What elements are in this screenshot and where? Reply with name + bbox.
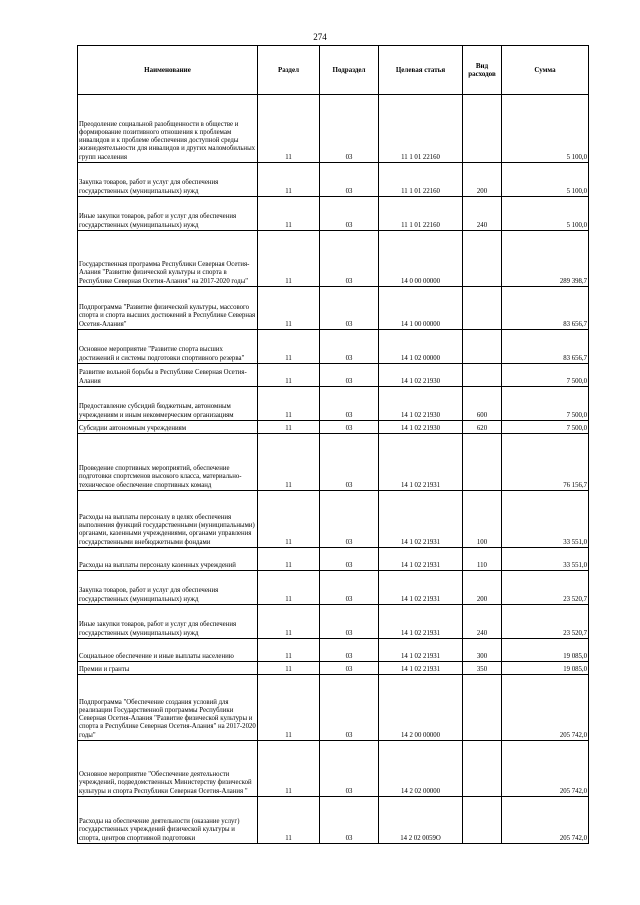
table-row <box>78 434 589 491</box>
row-summa: 5 100,0 <box>502 163 589 197</box>
row-statya: 11 1 01 22160 <box>379 163 463 197</box>
row-vid: 240 <box>463 605 502 639</box>
row-razdel: 11 <box>258 548 320 571</box>
row-summa: 7 500,0 <box>502 421 589 434</box>
row-vid: 350 <box>463 662 502 675</box>
row-vid <box>463 231 502 287</box>
row-razdel: 11 <box>258 287 320 330</box>
table-row <box>78 675 589 741</box>
row-statya: 14 1 02 21931 <box>379 662 463 675</box>
row-razdel: 11 <box>258 95 320 163</box>
row-podrazdel: 03 <box>320 330 379 364</box>
row-statya: 11 1 01 22160 <box>379 197 463 231</box>
header-statya: Целевая статья <box>379 46 463 95</box>
row-vid <box>463 330 502 364</box>
row-razdel: 11 <box>258 434 320 491</box>
row-statya: 14 1 02 00000 <box>379 330 463 364</box>
row-statya: 14 1 02 21930 <box>379 421 463 434</box>
row-vid <box>463 434 502 491</box>
row-podrazdel: 03 <box>320 421 379 434</box>
table-row <box>78 571 589 605</box>
row-podrazdel: 03 <box>320 571 379 605</box>
row-summa: 23 520,7 <box>502 571 589 605</box>
row-razdel: 11 <box>258 662 320 675</box>
row-podrazdel: 03 <box>320 95 379 163</box>
row-name: Расходы на обеспечение деятельности (оказание услуг) государственных учреждений физической культуры и спорта, центров спортивной подготовки <box>78 797 258 844</box>
header-summa: Сумма <box>502 46 589 95</box>
row-statya: 14 1 02 21931 <box>379 639 463 662</box>
row-razdel: 11 <box>258 491 320 548</box>
row-razdel: 11 <box>258 675 320 741</box>
row-vid: 200 <box>463 571 502 605</box>
row-razdel: 11 <box>258 639 320 662</box>
row-name: Основное мероприятие "Развитие спорта высших достижений и системы подготовки спортивного резерва" <box>78 330 258 364</box>
row-name: Иные закупки товаров, работ и услуг для обеспечения государственных (муниципальных) нужд <box>78 197 258 231</box>
row-podrazdel: 03 <box>320 797 379 844</box>
row-vid: 240 <box>463 197 502 231</box>
row-razdel: 11 <box>258 741 320 797</box>
row-razdel: 11 <box>258 163 320 197</box>
row-razdel: 11 <box>258 797 320 844</box>
row-summa: 23 520,7 <box>502 605 589 639</box>
row-statya: 14 1 00 00000 <box>379 287 463 330</box>
row-podrazdel: 03 <box>320 364 379 387</box>
page-number: 274 <box>313 32 327 42</box>
row-vid: 620 <box>463 421 502 434</box>
header-name: Наименование <box>78 46 258 95</box>
row-vid <box>463 364 502 387</box>
header-razdel: Раздел <box>258 46 320 95</box>
row-statya: 14 2 02 00000 <box>379 741 463 797</box>
row-statya: 14 1 02 21930 <box>379 387 463 421</box>
header-vid: Вид расходов <box>463 46 502 95</box>
row-name: Развитие вольной борьбы в Республике Северная Осетия-Алания <box>78 364 258 387</box>
row-vid: 100 <box>463 491 502 548</box>
row-statya: 14 1 02 21931 <box>379 605 463 639</box>
row-name: Расходы на выплаты персоналу в целях обеспечения выполнения функций государственными (муниципальными) органами, казенными учреждениями, органами управления государственными внебюджетными фондами <box>78 491 258 548</box>
row-statya: 14 2 00 00000 <box>379 675 463 741</box>
table-row <box>78 421 589 434</box>
header-podrazdel: Подраздел <box>320 46 379 95</box>
row-summa: 7 500,0 <box>502 387 589 421</box>
row-name: Подпрограмма "Обеспечение создания условий для реализации Государственной программы Республики Северная Осетия-Алания "Развитие физической культуры и спорта в Республике Северная Осетия-Алания" на 2017-2020 годы" <box>78 675 258 741</box>
row-vid <box>463 287 502 330</box>
table-row <box>78 197 589 231</box>
row-name: Предоставление субсидий бюджетным, автономным учреждениям и иным некоммерческим организациям <box>78 387 258 421</box>
row-podrazdel: 03 <box>320 163 379 197</box>
row-vid <box>463 741 502 797</box>
row-summa: 33 551,0 <box>502 548 589 571</box>
row-name: Основное мероприятие "Обеспечение деятельности учреждений, подведомственных Министерству физической культуры и спорта Республики Северная Осетия-Алания " <box>78 741 258 797</box>
table-row <box>78 287 589 330</box>
table-row <box>78 741 589 797</box>
row-razdel: 11 <box>258 364 320 387</box>
row-summa: 76 156,7 <box>502 434 589 491</box>
row-podrazdel: 03 <box>320 675 379 741</box>
row-podrazdel: 03 <box>320 605 379 639</box>
table-row <box>78 639 589 662</box>
row-name: Проведение спортивных мероприятий, обеспечение подготовки спортсменов высокого класса, материально-техническое обеспечение спортивных команд <box>78 434 258 491</box>
row-summa: 205 742,0 <box>502 797 589 844</box>
row-summa: 19 085,0 <box>502 639 589 662</box>
row-podrazdel: 03 <box>320 197 379 231</box>
row-statya: 14 2 02 0059О <box>379 797 463 844</box>
row-statya: 14 1 02 21931 <box>379 491 463 548</box>
row-podrazdel: 03 <box>320 287 379 330</box>
row-name: Иные закупки товаров, работ и услуг для обеспечения государственных (муниципальных) нужд <box>78 605 258 639</box>
row-summa: 289 398,7 <box>502 231 589 287</box>
row-statya: 14 1 02 21931 <box>379 571 463 605</box>
table-row <box>78 662 589 675</box>
row-statya: 14 0 00 00000 <box>379 231 463 287</box>
table-row <box>78 387 589 421</box>
row-name: Преодоление социальной разобщенности в обществе и формирование позитивного отношения к проблемам инвалидов и к проблеме обеспечения доступной среды жизнедеятельности для инвалидов и других маломобильных групп населения <box>78 95 258 163</box>
row-statya: 14 1 02 21931 <box>379 548 463 571</box>
row-name: Закупка товаров, работ и услуг для обеспечения государственных (муниципальных) нужд <box>78 571 258 605</box>
table-row <box>78 95 589 163</box>
row-razdel: 11 <box>258 571 320 605</box>
table-row <box>78 605 589 639</box>
row-podrazdel: 03 <box>320 548 379 571</box>
row-name: Социальное обеспечение и иные выплаты населению <box>78 639 258 662</box>
row-vid: 110 <box>463 548 502 571</box>
row-name: Государственная программа Республики Северная Осетия-Алания "Развитие физической культуры и спорта в Республике Северная Осетия-Алания" на 2017-2020 годы" <box>78 231 258 287</box>
row-podrazdel: 03 <box>320 387 379 421</box>
budget-table <box>77 45 589 844</box>
row-razdel: 11 <box>258 231 320 287</box>
row-podrazdel: 03 <box>320 639 379 662</box>
row-name: Премии и гранты <box>78 662 258 675</box>
row-summa: 19 085,0 <box>502 662 589 675</box>
row-vid <box>463 797 502 844</box>
row-name: Субсидии автономным учреждениям <box>78 421 258 434</box>
row-summa: 33 551,0 <box>502 491 589 548</box>
row-statya: 14 1 02 21931 <box>379 434 463 491</box>
row-vid: 600 <box>463 387 502 421</box>
table-row <box>78 231 589 287</box>
row-name: Расходы на выплаты персоналу казенных учреждений <box>78 548 258 571</box>
row-podrazdel: 03 <box>320 741 379 797</box>
table-row <box>78 330 589 364</box>
table-row <box>78 491 589 548</box>
row-summa: 205 742,0 <box>502 675 589 741</box>
table-row <box>78 163 589 197</box>
row-podrazdel: 03 <box>320 662 379 675</box>
table-row <box>78 548 589 571</box>
row-vid: 200 <box>463 163 502 197</box>
table-row <box>78 797 589 844</box>
row-podrazdel: 03 <box>320 434 379 491</box>
row-razdel: 11 <box>258 421 320 434</box>
row-vid: 300 <box>463 639 502 662</box>
row-vid <box>463 675 502 741</box>
row-razdel: 11 <box>258 605 320 639</box>
row-razdel: 11 <box>258 387 320 421</box>
table-header-row <box>78 46 589 95</box>
row-summa: 5 100,0 <box>502 95 589 163</box>
row-name: Закупка товаров, работ и услуг для обеспечения государственных (муниципальных) нужд <box>78 163 258 197</box>
row-vid <box>463 95 502 163</box>
table-body <box>78 95 589 844</box>
row-statya: 11 1 01 22160 <box>379 95 463 163</box>
row-summa: 7 500,0 <box>502 364 589 387</box>
row-summa: 83 656,7 <box>502 330 589 364</box>
row-razdel: 11 <box>258 330 320 364</box>
row-summa: 5 100,0 <box>502 197 589 231</box>
row-summa: 205 742,0 <box>502 741 589 797</box>
row-razdel: 11 <box>258 197 320 231</box>
row-podrazdel: 03 <box>320 491 379 548</box>
table-row <box>78 364 589 387</box>
row-statya: 14 1 02 21930 <box>379 364 463 387</box>
row-name: Подпрограмма "Развитие физической культуры, массового спорта и спорта высших достижений в Республике Северная Осетия-Алания" <box>78 287 258 330</box>
row-summa: 83 656,7 <box>502 287 589 330</box>
row-podrazdel: 03 <box>320 231 379 287</box>
